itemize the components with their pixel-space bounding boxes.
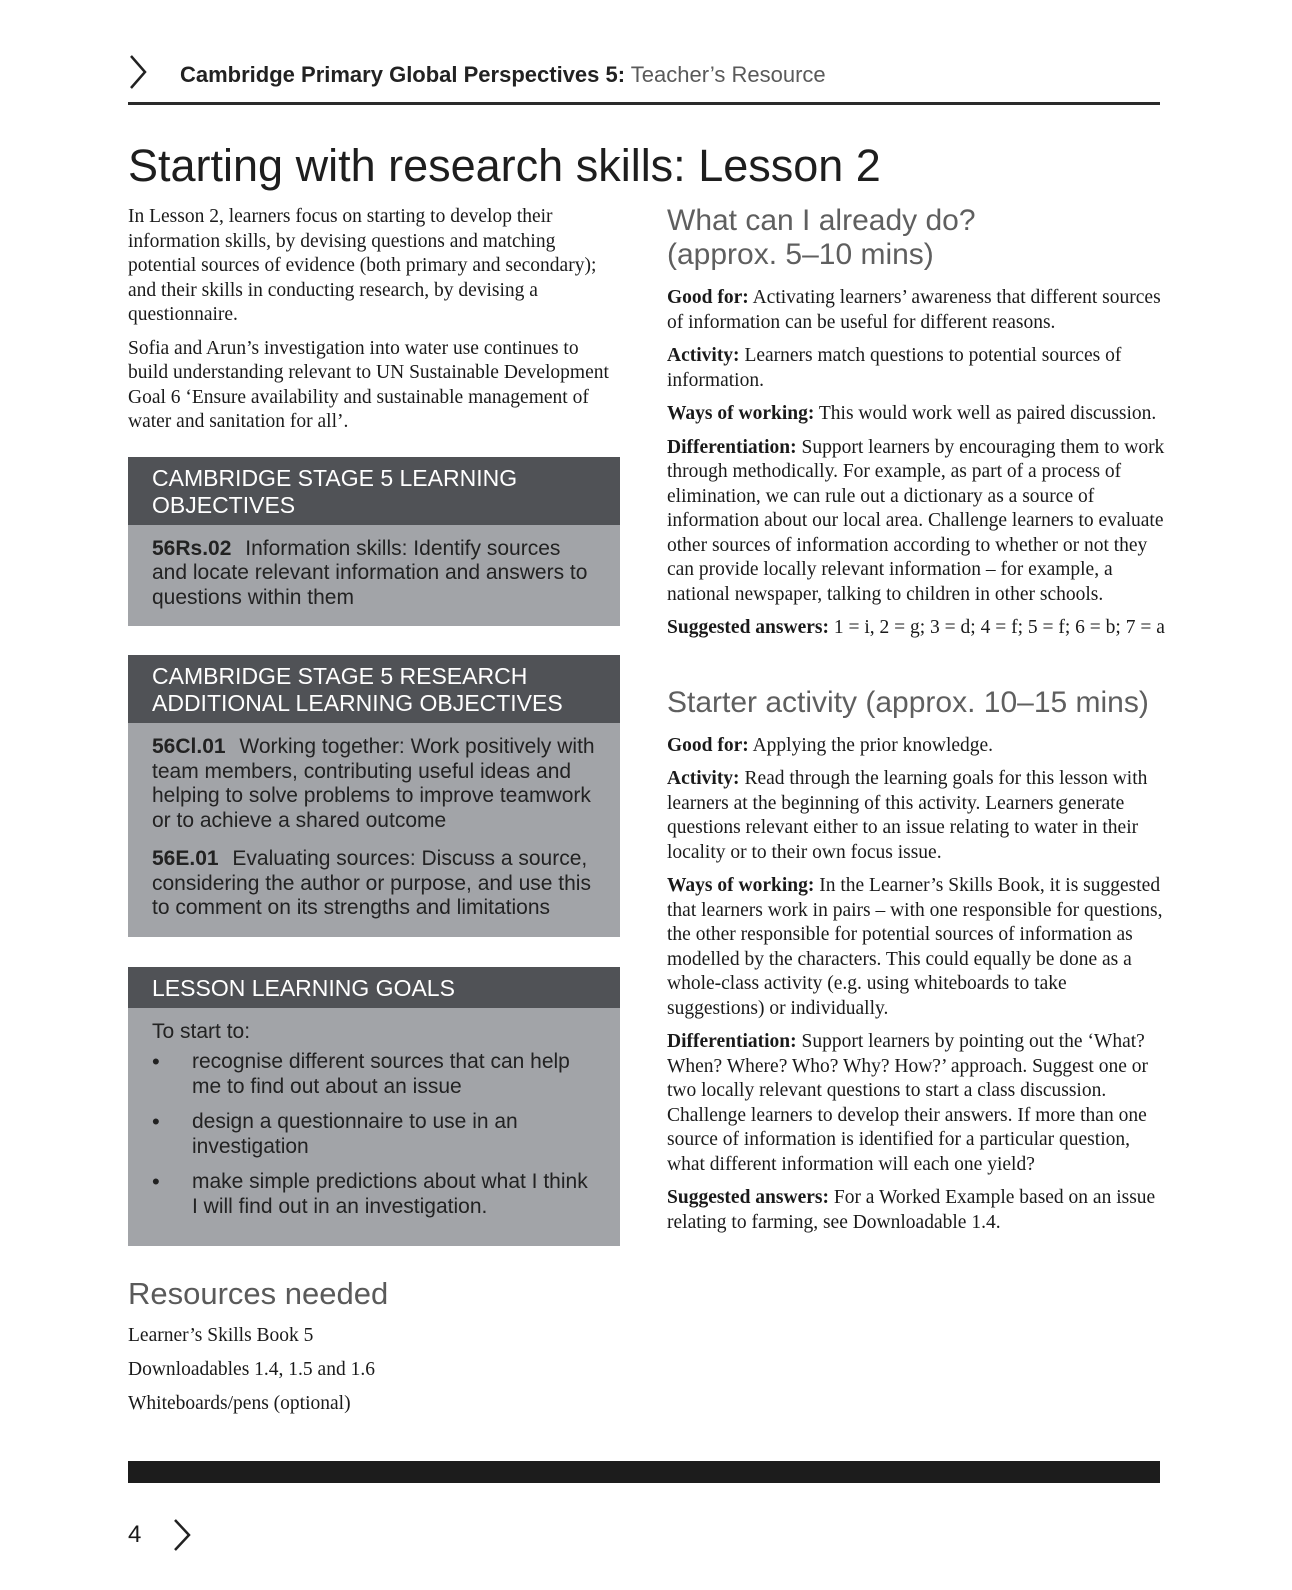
learning-goals-body xyxy=(128,1008,620,1247)
paragraph-text: Activating learners’ awareness that different sources of information can be useful for different reasons. xyxy=(667,287,1161,333)
list-item: • design a questionnaire to use in an investigation xyxy=(152,1110,596,1159)
paragraph-label: Good for: xyxy=(667,734,749,756)
list-item: • make simple predictions about what I think I will find out in an investigation. xyxy=(152,1170,596,1219)
paragraph-ways-of-working xyxy=(667,874,1167,1021)
paragraph-text: In the Learner’s Skills Book, it is suggested that learners work in pairs – with one responsible for questions, the other responsible for potential sources of information as modelled by the characters. This could equally be done as a whole-class activity (e.g. using whiteboards to take suggestions) or individually. xyxy=(667,875,1163,1019)
section-body-starter-activity xyxy=(667,734,1167,1236)
footer-bar xyxy=(128,1461,1160,1483)
paragraph-suggested-answers xyxy=(667,616,1167,641)
paragraph-label: Activity: xyxy=(667,768,740,789)
book-title xyxy=(180,62,826,88)
paragraph-label: Suggested answers: xyxy=(667,1187,829,1208)
page-title: Starting with research skills: Lesson 2 xyxy=(128,140,881,191)
paragraph-text: Learners match questions to potential sources of information. xyxy=(667,345,1122,391)
resources-heading: Resources needed xyxy=(128,1276,389,1311)
learning-objectives-box xyxy=(128,457,620,627)
learning-goals-box xyxy=(128,967,620,1247)
paragraph-differentiation xyxy=(667,1030,1167,1177)
intro-paragraph-1: In Lesson 2, learners focus on starting to develop their information skills, by devising questions and matching potential sources of evidence (both primary and secondary); and their skills in conducting research, by devising a questionnaire. xyxy=(128,206,597,325)
paragraph-suggested-answers xyxy=(667,1186,1167,1235)
list-item: • recognise different sources that can help me to find out about an issue xyxy=(152,1050,596,1099)
paragraph-text: Support learners by pointing out the ‘What? When? Where? Who? Why? How?’ approach. Suggest one or two locally relevant questions to start a class discussion. Challenge learners to develop their answers. If more than one source of information is identified for a particular question, what different information will each one yield? xyxy=(667,1031,1148,1175)
section-heading-line: What can I already do? xyxy=(667,204,976,237)
book-title-sub: Teacher’s Resource xyxy=(630,62,826,87)
learning-goals-list xyxy=(152,1050,596,1219)
page-number: 4 xyxy=(128,1521,142,1548)
learning-goals-lead: To start to: xyxy=(152,1019,251,1043)
section-heading-what-can-i-do xyxy=(667,204,1167,272)
section-heading-starter-activity: Starter activity (approx. 10–15 mins) xyxy=(667,685,1149,719)
left-column xyxy=(128,205,620,1426)
objective-code: 56Cl.01 xyxy=(152,735,226,758)
objective-code: 56E.01 xyxy=(152,847,219,870)
resources-list xyxy=(128,1324,620,1416)
paragraph-label: Good for: xyxy=(667,287,749,308)
objective-text: Information skills: Identify sources and locate relevant information and answers to questions within them xyxy=(152,536,588,609)
paragraph-label: Suggested answers: xyxy=(667,617,829,638)
objective-text: Working together: Work positively with team members, contributing useful ideas and helping to solve problems to improve teamwork or to achieve a shared outcome xyxy=(152,735,595,832)
learning-goals-heading: LESSON LEARNING GOALS xyxy=(128,967,620,1008)
additional-objectives-heading: CAMBRIDGE STAGE 5 RESEARCH ADDITIONAL LEARNING OBJECTIVES xyxy=(128,655,620,723)
paragraph-text: For a Worked Example based on an issue relating to farming, see Downloadable 1.4. xyxy=(667,1187,1156,1233)
paragraph-good-for xyxy=(667,734,1167,759)
paragraph-text: Read through the learning goals for this lesson with learners at the beginning of this activity. Learners generate questions relevant either to an issue relating to water in their locality or to their own focus issue. xyxy=(667,768,1148,863)
objective-item xyxy=(152,847,596,921)
section-heading-line: (approx. 5–10 mins) xyxy=(667,238,934,271)
paragraph-label: Ways of working: xyxy=(667,875,815,896)
paragraph-differentiation xyxy=(667,436,1167,608)
additional-objectives-box xyxy=(128,655,620,937)
paragraph-label: Differentiation: xyxy=(667,436,797,458)
paragraph-text: Applying the prior knowledge. xyxy=(752,734,994,756)
paragraph-activity xyxy=(667,344,1167,393)
paragraph-label: Activity: xyxy=(667,345,740,366)
objective-item xyxy=(152,537,596,611)
paragraph-label: Differentiation: xyxy=(667,1031,797,1052)
paragraph-text: 1 = i, 2 = g; 3 = d; 4 = f; 5 = f; 6 = b; 7 = a xyxy=(833,617,1165,638)
list-item: Learner’s Skills Book 5 xyxy=(128,1325,314,1346)
learning-objectives-body xyxy=(128,525,620,627)
paragraph-text: Support learners by encouraging them to work through methodically. For example, as part of a process of elimination, we can rule out a dictionary as a source of information about our local area. Challenge learners to evaluate other sources of information according to whether or not they can provide locally relevant information – for example, a national newspaper, talking to children in other schools. xyxy=(667,436,1165,605)
book-title-main: Cambridge Primary Global Perspectives 5: xyxy=(180,62,626,87)
objective-item xyxy=(152,735,596,833)
additional-objectives-body xyxy=(128,723,620,937)
objective-code: 56Rs.02 xyxy=(152,536,232,560)
section-body-what-can-i-do xyxy=(667,286,1167,641)
learning-objectives-heading: CAMBRIDGE STAGE 5 LEARNING OBJECTIVES xyxy=(128,457,620,525)
intro-text xyxy=(128,205,620,435)
right-column xyxy=(667,204,1167,1244)
paragraph-text: This would work well as paired discussion. xyxy=(818,403,1157,424)
paragraph-ways-of-working xyxy=(667,402,1167,427)
running-header xyxy=(128,52,1160,105)
list-item: Whiteboards/pens (optional) xyxy=(128,1393,351,1414)
intro-paragraph-2: Sofia and Arun’s investigation into water use continues to build understanding relevant to UN Sustainable Development Goal 6 ‘Ensure availability and sustainable management of water and sanitation for all’. xyxy=(128,337,609,432)
objective-text: Evaluating sources: Discuss a source, considering the author or purpose, and use this to comment on its strengths and limitations xyxy=(152,847,591,919)
paragraph-activity xyxy=(667,767,1167,865)
chevron-right-icon xyxy=(128,54,148,90)
chevron-right-icon xyxy=(172,1518,192,1552)
paragraph-good-for xyxy=(667,286,1167,335)
paragraph-label: Ways of working: xyxy=(667,403,815,424)
list-item: Downloadables 1.4, 1.5 and 1.6 xyxy=(128,1359,375,1380)
